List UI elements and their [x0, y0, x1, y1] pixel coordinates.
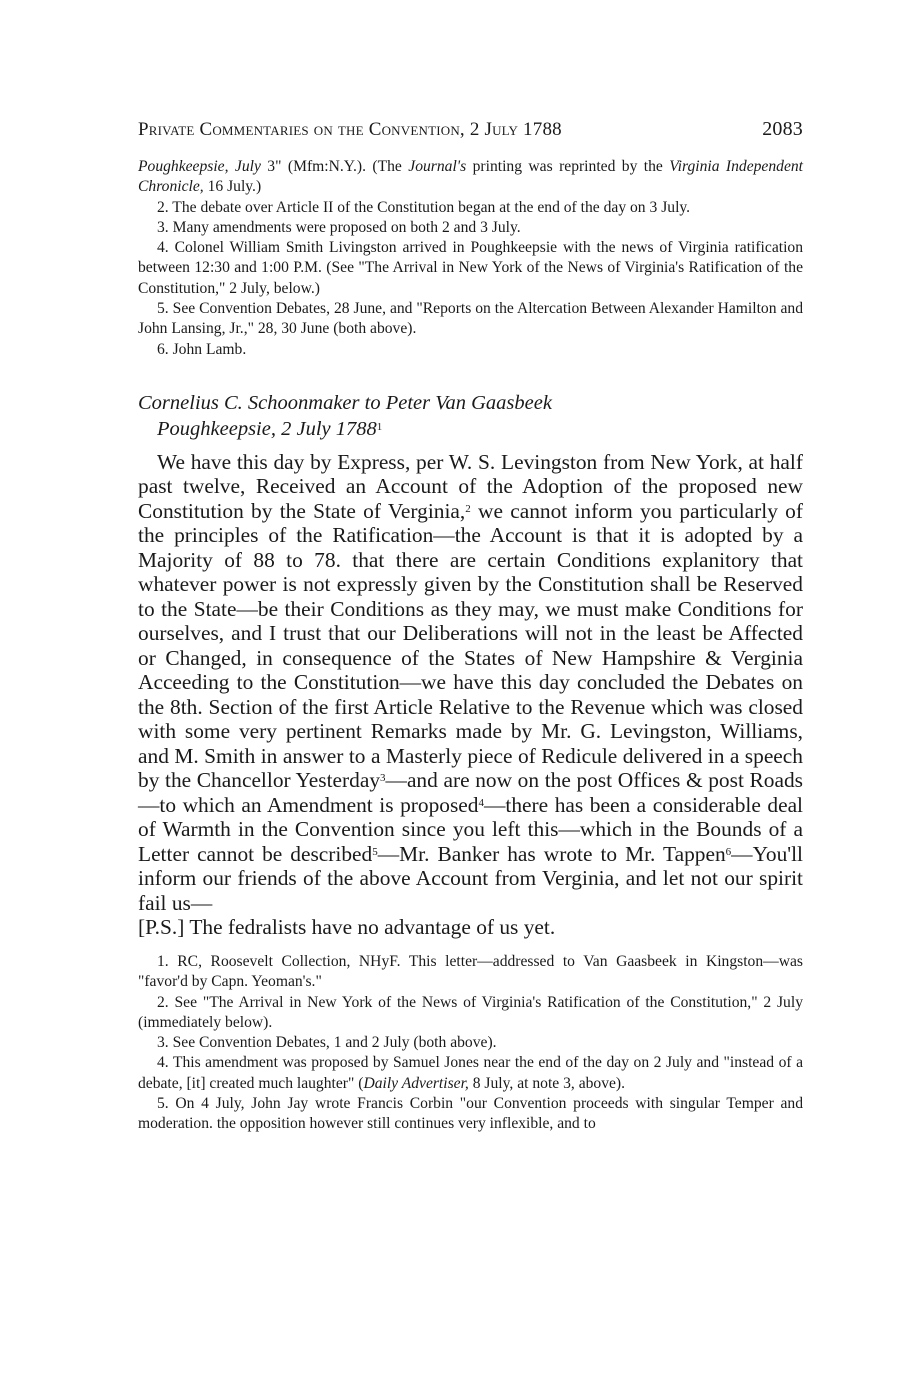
letter-body: [138, 450, 803, 940]
endnote-1: 1. RC, Roosevelt Collection, NHyF. This letter—addressed to Van Gaasbeek in Kingston—was "favor'd by Capn. Yeoman's.": [138, 952, 803, 991]
letter-text: We have this day by Express, per W. S. Levingston from New York, at half past twelve, Received an Account of the Adoption of the proposed new Constitution by the State of Verginia,: [138, 449, 803, 523]
note-text: 4. This amendment was proposed by Samuel Jones near the end of the day on 2 July and "instead of a debate, [it] created much laughter" (: [138, 1054, 803, 1092]
endnote-4: [138, 1053, 803, 1094]
endnote-5: 5. See Convention Debates, 28 June, and "Reports on the Altercation Between Alexander Hamilton and John Lansing, Jr.," 28, 30 June (both above).: [138, 300, 803, 338]
note-italic-text: Daily Advertiser,: [363, 1074, 469, 1092]
place-date-text: Poughkeepsie, 2 July 1788: [157, 417, 377, 440]
endnote-2: 2. See "The Arrival in New York of the News of Virginia's Ratification of the Constitution," 2 July (immediately below).: [138, 993, 803, 1031]
footnote-ref: 6: [725, 845, 732, 858]
endnote-6: 6. John Lamb.: [157, 340, 247, 358]
note-text: printing was reprinted by the: [466, 158, 670, 175]
document-page: [138, 118, 803, 1135]
continued-endnotes: [138, 157, 803, 360]
letter-paragraph: [138, 450, 803, 916]
endnote-3: 3. See Convention Debates, 1 and 2 July (both above).: [157, 1034, 497, 1052]
letter-text: —there has been a considerable deal of Warmth in the Convention since you left this—which in the Bounds of a Letter cannot be described: [138, 792, 803, 866]
note-italic-text: Journal's: [408, 158, 467, 175]
letter-place-date: [138, 416, 803, 442]
footnote-ref: 5: [372, 845, 378, 858]
endnote-5: 5. On 4 July, John Jay wrote Francis Corbin "our Convention proceeds with singular Temper and moderation. the opposition however still continues very inflexible, and to: [138, 1095, 803, 1133]
running-head: [138, 118, 803, 141]
page-number: 2083: [762, 118, 803, 140]
letter-title: Cornelius C. Schoonmaker to Peter Van Gaasbeek: [138, 391, 552, 414]
letter-text: we cannot inform you particularly of the principles of the Ratification—the Account is that it is adopted by a Majority of 88 to 78. that there are certain Conditions explanitory that whatever power is not expressly given by the Constitution shall be Reserved to the State—be their Conditions as they may, we must make Conditions for ourselves, and I trust that our Deliberations will not in the least be Affected or Changed, in consequence of the States of New Hampshire & Verginia Acceeding to the Constitution—we have this day concluded the Debates on the 8th. Section of the first Article Relative to the Revenue which was closed with some very pertinent Remarks made by Mr. G. Levingston, Williams, and M. Smith in answer to a Masterly piece of Redicule delivered in a speech by the Chancellor Yesterday: [138, 498, 803, 793]
note-italic-text: Virginia Independent Chronicle,: [138, 158, 803, 196]
footnote-ref: 4: [478, 796, 484, 809]
letter-text: —Mr. Banker has wrote to Mr. Tappen: [377, 841, 726, 866]
endnote-2: 2. The debate over Article II of the Constitution began at the end of the day on 3 July.: [157, 198, 691, 216]
note-text: 3" (Mfm:N.Y.). (The: [260, 158, 409, 175]
endnote-3: 3. Many amendments were proposed on both 2 and 3 July.: [157, 218, 521, 236]
footnote-ref: 2: [465, 502, 471, 515]
letter-endnotes: [138, 952, 803, 1135]
endnote-continuation: [138, 157, 803, 198]
letter-postscript: [P.S.] The fedralists have no advantage of us yet.: [138, 915, 556, 940]
note-text: 8 July, at note 3, above).: [468, 1074, 626, 1092]
note-text: 16 July.): [203, 178, 262, 196]
letter-text: —and are now on the post Offices & post Roads—to which an Amendment is proposed: [138, 768, 803, 817]
endnote-4: 4. Colonel William Smith Livingston arrived in Poughkeepsie with the news of Virginia ratification between 12:30 and 1:00 P.M. (See "The Arrival in New York of the News of Virginia's Ratification of the Constitution," 2 July, below.): [138, 239, 803, 297]
footnote-ref: 1: [376, 420, 383, 433]
note-italic-text: Poughkeepsie, July: [138, 158, 261, 175]
running-title: Private Commentaries on the Convention, 2 July 1788: [138, 119, 562, 140]
footnote-ref: 3: [380, 772, 386, 785]
letter-text: —You'll inform our friends of the above Account from Verginia, and let not our spirit fail us—: [138, 841, 803, 915]
letter-heading: [138, 390, 803, 442]
